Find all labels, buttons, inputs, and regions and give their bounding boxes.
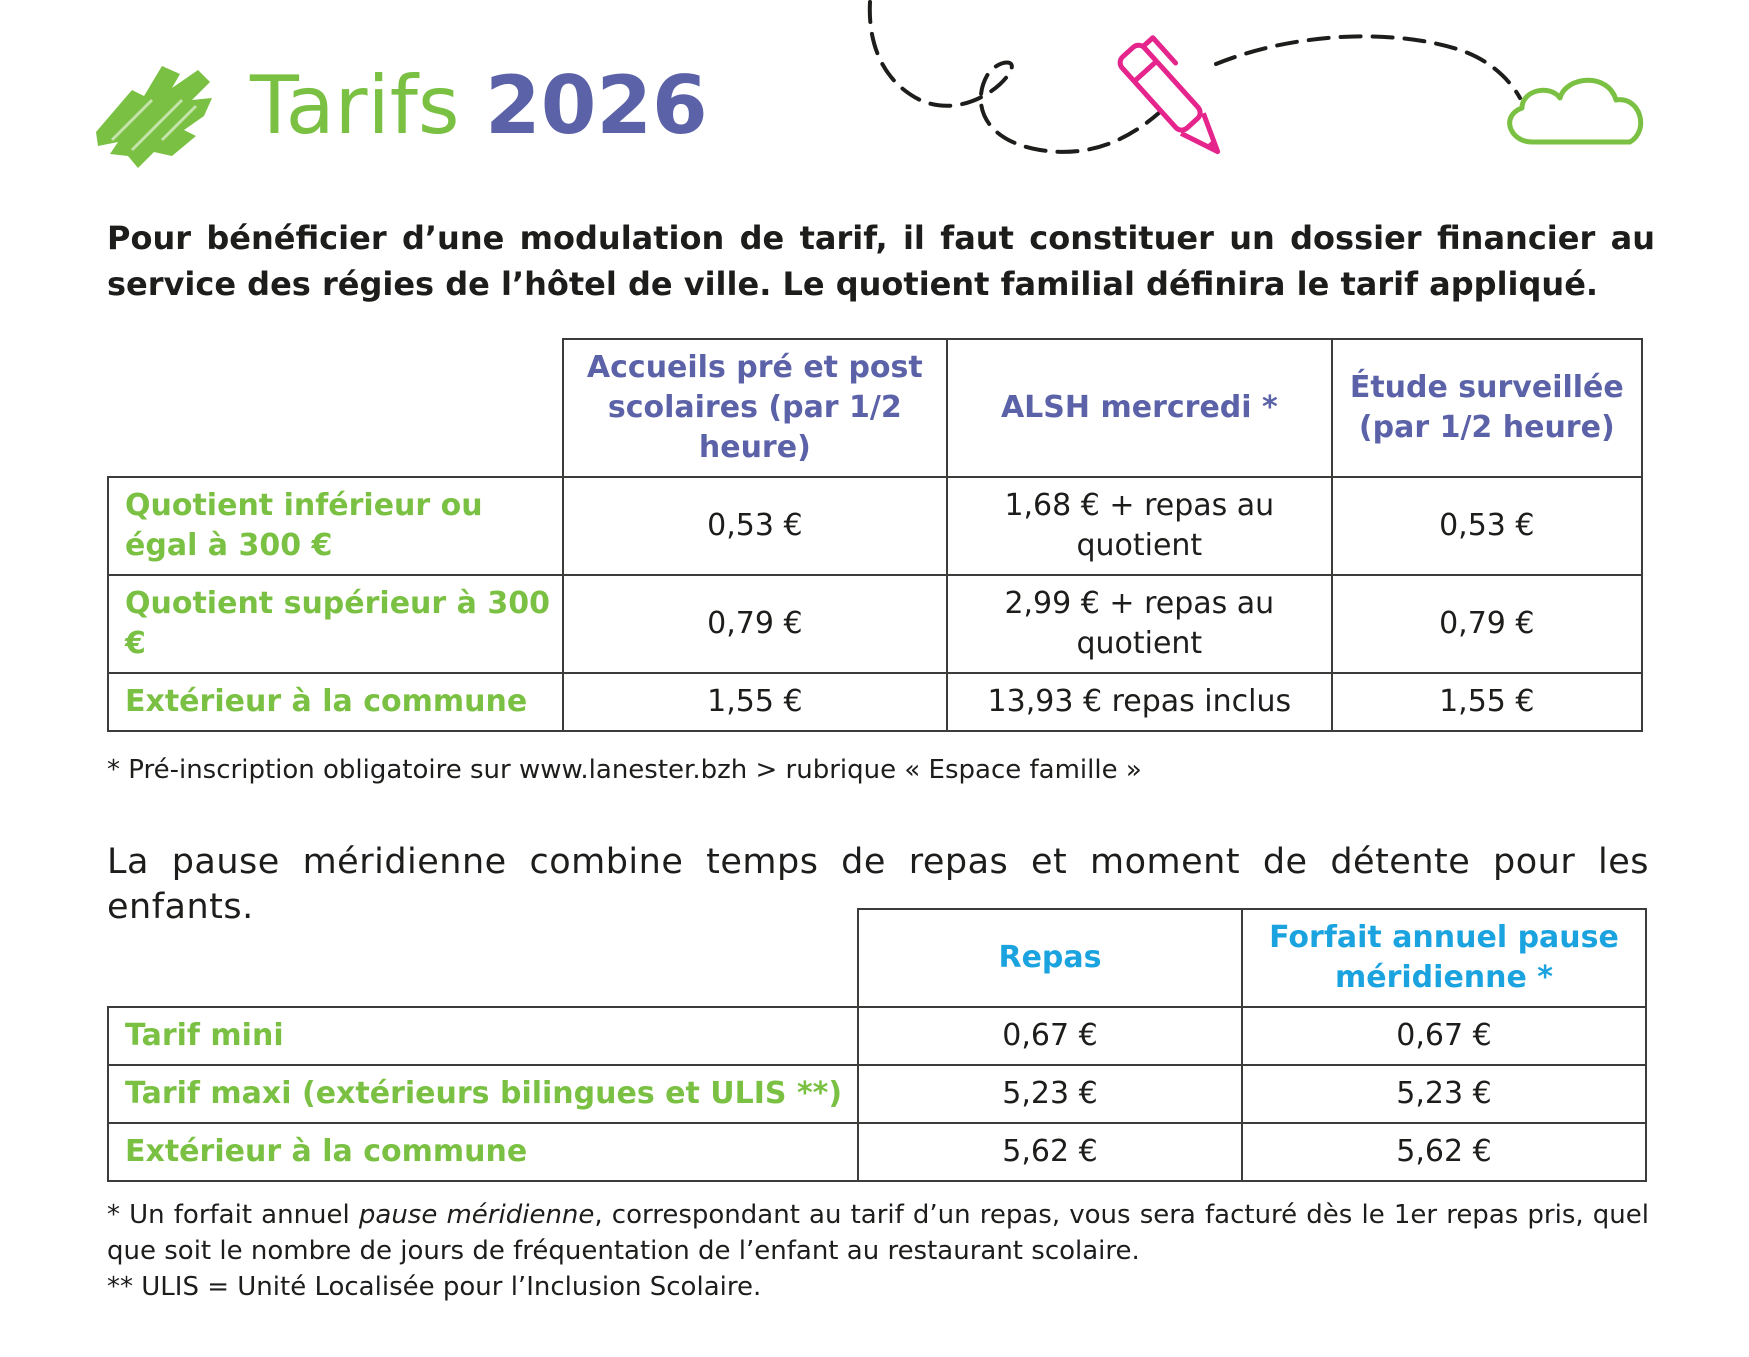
table-row bbox=[108, 1123, 1646, 1181]
table-cell: 5,23 € bbox=[858, 1065, 1242, 1123]
table-cell: 5,62 € bbox=[858, 1123, 1242, 1181]
table-cell: 0,67 € bbox=[858, 1007, 1242, 1065]
row-label: Extérieur à la commune bbox=[108, 673, 563, 731]
row-label: Extérieur à la commune bbox=[108, 1123, 858, 1181]
table-row bbox=[108, 575, 1642, 673]
table-header-row bbox=[108, 909, 1646, 1007]
table-cell: 1,68 € + repas au quotient bbox=[947, 477, 1332, 575]
intro-paragraph: Pour bénéficier d’une modulation de tarif, il faut constituer un dossier financier au service des régies de l’hôtel de ville. Le quotient familial définira le tarif appliqué. bbox=[107, 219, 1655, 303]
row-label: Tarif maxi (extérieurs bilingues et ULIS **) bbox=[108, 1065, 858, 1123]
table-cell: 0,79 € bbox=[1332, 575, 1642, 673]
title-word-tarifs: Tarifs bbox=[250, 59, 460, 152]
header-decoration bbox=[860, 0, 1660, 175]
row-label: Quotient inférieur ou égal à 300 € bbox=[108, 477, 563, 575]
table-cell: 0,67 € bbox=[1242, 1007, 1646, 1065]
pause-meridienne-paragraph: La pause méridienne combine temps de repas et moment de détente pour les enfants. bbox=[107, 842, 1649, 927]
footnotes bbox=[107, 1197, 1649, 1305]
table-corner bbox=[108, 909, 858, 1007]
row-label: Quotient supérieur à 300 € bbox=[108, 575, 563, 673]
table-cell: 13,93 € repas inclus bbox=[947, 673, 1332, 731]
footnote-text: , correspondant au tarif d’un repas, vous sera facturé dès le 1er repas pris, quel que soit le nombre de jours de fréquentation de l’enfant au restaurant scolaire. bbox=[107, 1200, 1649, 1266]
table-row bbox=[108, 673, 1642, 731]
pause-meridienne-table bbox=[107, 908, 1647, 1182]
dashed-trail-right bbox=[1216, 36, 1520, 98]
table-cell: 1,55 € bbox=[563, 673, 948, 731]
table-cell: 2,99 € + repas au quotient bbox=[947, 575, 1332, 673]
table-cell: 0,79 € bbox=[563, 575, 948, 673]
header-forfait: Forfait annuel pause méridienne * bbox=[1242, 909, 1646, 1007]
header-repas: Repas bbox=[858, 909, 1242, 1007]
footnote-forfait bbox=[107, 1197, 1649, 1269]
table-corner bbox=[108, 339, 563, 477]
green-brush-stroke-icon bbox=[92, 60, 216, 172]
table-cell: 5,23 € bbox=[1242, 1065, 1646, 1123]
table-row bbox=[108, 477, 1642, 575]
tarifs-periscolaires-table bbox=[107, 338, 1643, 732]
green-cloud-icon bbox=[1510, 80, 1641, 142]
table-cell: 5,62 € bbox=[1242, 1123, 1646, 1181]
table1-footnote: * Pré-inscription obligatoire sur www.lanester.bzh > rubrique « Espace famille » bbox=[107, 755, 1142, 785]
row-label: Tarif mini bbox=[108, 1007, 858, 1065]
table-cell: 1,55 € bbox=[1332, 673, 1642, 731]
title-year: 2026 bbox=[485, 59, 708, 152]
header-etude: Étude surveillée (par 1/2 heure) bbox=[1332, 339, 1642, 477]
header-alsh: ALSH mercredi * bbox=[947, 339, 1332, 477]
page-title bbox=[250, 59, 708, 152]
table-header-row bbox=[108, 339, 1642, 477]
footnote-italic: pause méridienne bbox=[358, 1200, 595, 1230]
table-cell: 0,53 € bbox=[1332, 477, 1642, 575]
dashed-trail bbox=[870, 2, 1160, 152]
table-row bbox=[108, 1065, 1646, 1123]
pink-pencil-icon bbox=[1117, 33, 1239, 161]
table-row bbox=[108, 1007, 1646, 1065]
header-accueils: Accueils pré et post scolaires (par 1/2 heure) bbox=[563, 339, 948, 477]
footnote-ulis: ** ULIS = Unité Localisée pour l’Inclusion Scolaire. bbox=[107, 1272, 762, 1302]
table-cell: 0,53 € bbox=[563, 477, 948, 575]
footnote-text: * Un forfait annuel bbox=[107, 1200, 359, 1230]
